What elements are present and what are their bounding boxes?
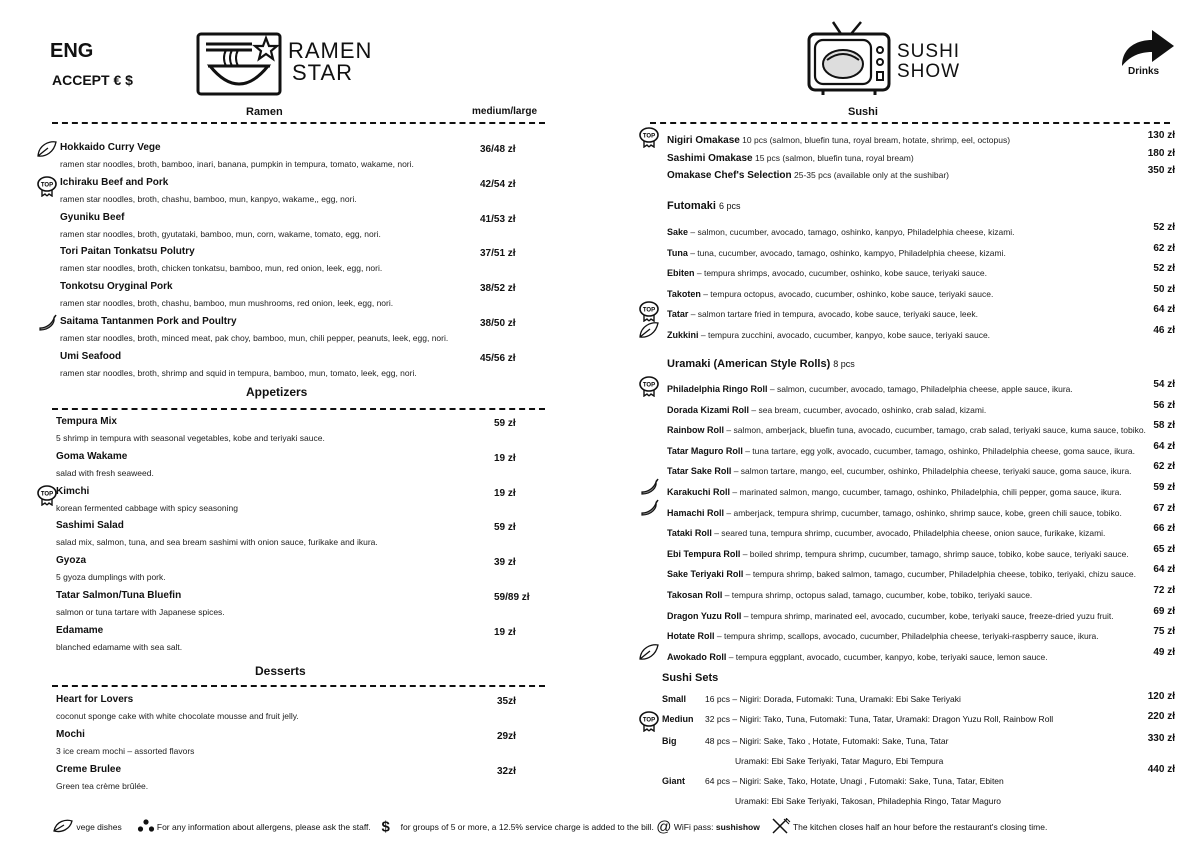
item-description: 10 pcs (salmon, bluefin tuna, royal bream, hotate, shrimp, eel, octopus)	[739, 135, 1011, 145]
menu-item	[667, 222, 1175, 236]
desserts-title: Desserts	[255, 664, 306, 678]
item-price: 52 zł	[1153, 222, 1175, 233]
sushi-brand-line1: SUSHI	[897, 41, 961, 62]
item-price: 67 zł	[1153, 502, 1175, 514]
menu-item	[56, 451, 540, 486]
item-price: 42/54 zł	[480, 178, 516, 190]
item-description: 15 pcs (salmon, bluefin tuna, royal bream)	[752, 152, 914, 163]
sushi-title: Sushi	[848, 106, 878, 118]
item-price: 59 zł	[494, 418, 516, 429]
item-price: 38/50 zł	[480, 318, 516, 329]
footer-wifi-label: WiFi pass:	[673, 822, 714, 832]
item-price: 65 zł	[1153, 543, 1175, 555]
top-badge-icon	[638, 300, 660, 322]
menu-item	[642, 130, 1175, 146]
item-price: 46 zł	[1153, 325, 1175, 336]
item-name: Ichiraku Beef and Pork	[60, 176, 169, 188]
menu-item	[667, 420, 1175, 434]
item-description: – tempura shrimp, octopus salad, tamago, cucumber, kobe, tobiko, teriyaki sauce.	[722, 590, 1033, 600]
item-description: salad mix, salmon, tuna, and sea bream sashimi with onion sauce, furikake and ikura.	[56, 537, 378, 548]
leaf-icon	[638, 643, 660, 665]
dollar-icon: $	[381, 818, 390, 836]
item-name: Gyoza	[56, 555, 87, 567]
item-description: ramen star noodles, broth, gyutataki, bamboo, mun, corn, wakame, tomato, egg, nori.	[60, 228, 381, 239]
item-price: 19 zł	[494, 452, 516, 464]
set-description-line2: Uramaki: Ebi Sake Teriyaki, Tatar Maguro, Ebi Tempura	[735, 756, 944, 766]
set-price: 330 zł	[1147, 733, 1175, 744]
item-price: 59/89 zł	[494, 592, 530, 603]
item-description: ramen star noodles, broth, bamboo, inari, banana, pumpkin in tempura, tomato, wakame, nori.	[60, 159, 414, 169]
ramen-title: Ramen	[246, 106, 283, 118]
menu-item	[667, 647, 1175, 661]
item-name: Rainbow Roll	[667, 425, 724, 436]
menu-item	[60, 142, 540, 177]
item-description: – tempura shrimp, scallops, avocado, cucumber, Philadelphia cheese, teriyaki-raspberry sauce, ikura.	[714, 631, 1099, 642]
item-name: Tatar Sake Roll	[667, 466, 732, 477]
item-price: 38/52 zł	[480, 283, 516, 295]
item-name: Tempura Mix	[56, 416, 117, 427]
menu-item	[40, 485, 540, 521]
item-name: Takosan Roll	[667, 590, 723, 600]
menu-item	[56, 590, 540, 625]
menu-item	[56, 625, 540, 660]
item-name: Umi Seafood	[60, 350, 122, 362]
menu-item	[667, 503, 1175, 517]
set-price: 120 zł	[1147, 691, 1175, 702]
menu-item	[60, 316, 540, 351]
uramaki-pcs: 8 pcs	[833, 359, 855, 369]
set-price: 220 zł	[1147, 711, 1175, 722]
item-price: 36/48 zł	[480, 144, 516, 155]
item-name: Kimchi	[56, 485, 90, 497]
menu-item	[642, 304, 1175, 320]
item-description: – tuna tartare, egg yolk, avocado, cucumber, tamago, oshinko, Philadelphia cheese, goma sauce, ikura.	[742, 445, 1136, 456]
menu-item	[667, 284, 1175, 298]
item-description: – sea bream, cucumber, avocado, oshinko, crab salad, kizami.	[749, 404, 987, 415]
top-badge-icon	[638, 710, 660, 732]
item-description: Green tea crème brûlée.	[56, 781, 149, 791]
item-price: 41/53 zł	[480, 213, 516, 225]
item-name: Takoten	[667, 288, 701, 299]
item-description: – tempura octopus, avocado, cucumber, oshinko, kobe sauce, teriyaki sauce.	[700, 288, 994, 299]
item-name: Hotate Roll	[667, 631, 715, 642]
item-name: Creme Brulee	[56, 764, 122, 775]
item-description: – tempura shrimp, marinated eel, avocado, cucumber, kobe, teriyaki sauce, freeze-dried yuzu fruit.	[741, 610, 1114, 621]
item-description: – salmon, cucumber, avocado, tamago, Philadelphia cheese, apple sauce, ikura.	[767, 384, 1073, 394]
set-description: 32 pcs – Nigiri: Tako, Tuna, Futomaki: Tuna, Tatar, Uramaki: Dragon Yuzu Roll, Rainbow Roll	[705, 714, 1054, 724]
item-description: – marinated salmon, mango, cucumber, tamago, oshinko, Philadelphia, chili pepper, goma sauce, ikura.	[730, 487, 1122, 497]
item-name: Nigiri Omakase	[667, 135, 740, 146]
futomaki-list	[642, 222, 1175, 346]
set-description: 64 pcs – Nigiri: Sake, Tako, Hotate, Unagi , Futomaki: Sake, Tuna, Tatar, Ebiten	[705, 776, 1004, 786]
item-description: – salmon, amberjack, bluefin tuna, avocado, cucumber, tamago, crab salad, teriyaki sauce, kuma sauce, tobiko.	[724, 425, 1146, 436]
item-price: 64 zł	[1153, 304, 1175, 316]
chili-icon	[36, 314, 58, 336]
chili-icon	[638, 499, 660, 521]
footer-wifi-pass: sushishow	[715, 822, 760, 832]
svg-text:TOP: TOP	[642, 133, 656, 140]
item-name: Philadelphia Ringo Roll	[667, 384, 768, 394]
ramen-bowl-icon	[196, 32, 282, 96]
menu-item	[56, 416, 540, 451]
item-name: Dragon Yuzu Roll	[667, 610, 742, 621]
item-price: 35zł	[497, 696, 516, 707]
uramaki-title: Uramaki (American Style Rolls) 8 pcs	[667, 358, 855, 370]
menu-item	[56, 764, 518, 799]
item-price: 62 zł	[1153, 461, 1175, 473]
item-description: – amberjack, tempura shrimp, cucumber, tamago, oshinko, shrimp sauce, kobe, green chili sauce, tobiko.	[724, 507, 1122, 518]
sushi-brand-line2: SHOW	[897, 61, 961, 82]
item-description: korean fermented cabbage with spicy seasoning	[56, 502, 238, 513]
item-price: 56 zł	[1153, 399, 1175, 411]
menu-item	[667, 544, 1175, 558]
item-name: Tataki Roll	[667, 528, 712, 539]
menu-item	[667, 441, 1175, 455]
menu-item	[56, 729, 518, 764]
desserts-divider	[52, 685, 545, 687]
menu-item	[40, 176, 540, 212]
item-name: Goma Wakame	[56, 450, 128, 462]
menu-item	[56, 520, 540, 555]
item-name: Ebiten	[667, 268, 695, 279]
set-price: 440 zł	[1147, 764, 1175, 775]
menu-item	[667, 325, 1175, 339]
item-description: 3 ice cream mochi – assorted flavors	[56, 746, 195, 756]
drinks-link[interactable]	[1116, 26, 1180, 82]
set-name: Mediun	[662, 714, 694, 724]
item-name: Saitama Tantanmen Pork and Poultry	[60, 316, 237, 327]
curved-arrow-right-icon	[1116, 26, 1178, 70]
item-price: 45/56 zł	[480, 352, 516, 364]
menu-item	[667, 564, 1175, 578]
item-name: Heart for Lovers	[56, 694, 134, 705]
item-name: Gyuniku Beef	[60, 211, 125, 223]
menu-item	[56, 694, 518, 729]
menu-item	[667, 148, 1175, 162]
item-name: Dorada Kizami Roll	[667, 404, 750, 415]
menu-item	[60, 281, 540, 316]
menu-item	[667, 585, 1175, 599]
ramen-size-header: medium/large	[472, 106, 538, 117]
item-description: – tempura shrimp, baked salmon, tamago, cucumber, Philadelphia cheese, tobiko, teriyaki, chizu sauce.	[743, 569, 1136, 580]
item-price: 58 zł	[1153, 420, 1175, 432]
item-price: 62 zł	[1153, 242, 1175, 254]
ramen-divider	[52, 122, 545, 124]
menu-item	[60, 351, 540, 386]
item-price: 29zł	[497, 731, 516, 742]
item-description: – boiled shrimp, tempura shrimp, cucumber, tamago, shrimp sauce, tobiko, kobe sauce, teriyaki sauce.	[740, 548, 1129, 559]
item-name: Ebi Tempura Roll	[667, 548, 741, 559]
svg-text:TOP: TOP	[40, 491, 54, 498]
item-name: Tonkotsu Oryginal Pork	[60, 281, 173, 293]
item-price: 72 zł	[1153, 585, 1175, 596]
footer-vege: vege dishes	[76, 822, 122, 832]
item-price: 59 zł	[494, 522, 516, 534]
item-price: 50 zł	[1153, 283, 1175, 295]
item-name: Omakase Chef's Selection	[667, 170, 792, 181]
item-description: salad with fresh seaweed.	[56, 467, 154, 478]
ramen-star-logo	[196, 32, 373, 96]
appetizers-divider	[52, 408, 545, 410]
menu-item	[642, 379, 1175, 394]
item-name: Sake Teriyaki Roll	[667, 569, 744, 580]
set-name: Big	[662, 736, 677, 746]
item-name: Tatar Salmon/Tuna Bluefin	[56, 590, 182, 601]
item-description: ramen star noodles, broth, minced meat, pak choy, bamboo, mun, chili pepper, peanuts, leek, egg, nori.	[60, 333, 449, 343]
item-price: 49 zł	[1153, 646, 1175, 658]
item-name: Sake	[667, 227, 689, 237]
menu-item	[667, 263, 1175, 277]
menu-item	[667, 606, 1175, 620]
item-description: – salmon tartare, mango, eel, cucumber, oshinko, Philadelphia cheese, teriyaki sauce, goma sauce, ikura.	[731, 466, 1132, 477]
sushi-sets-list	[642, 691, 1175, 814]
menu-item	[667, 243, 1175, 257]
item-price: 39 zł	[494, 557, 516, 569]
item-name: Hokkaido Curry Vege	[60, 142, 161, 153]
chili-icon	[638, 478, 660, 500]
sushi-show-logo	[805, 20, 961, 96]
ramen-list	[40, 142, 540, 382]
set-description-line2: Uramaki: Ebi Sake Teriyaki, Takosan, Philadephia Ringo, Tatar Maguro	[735, 796, 1002, 806]
desserts-list	[56, 694, 518, 804]
item-name: Sashimi Salad	[56, 520, 124, 532]
item-name: Tatar Maguro Roll	[667, 445, 743, 456]
item-price: 66 zł	[1153, 523, 1175, 535]
item-price: 19 zł	[494, 487, 516, 499]
ramen-brand-line2: STAR	[292, 60, 354, 85]
omakase-list	[642, 130, 1175, 182]
item-price: 32zł	[497, 766, 516, 777]
item-description: ramen star noodles, broth, shrimp and squid in tempura, bamboo, mun, tomato, leek, egg, nori.	[60, 367, 417, 378]
item-price: 69 zł	[1153, 605, 1175, 617]
item-description: – tempura eggplant, avocado, cucumber, kanpyo, kobe, teriyaki sauce, lemon sauce.	[726, 651, 1048, 662]
item-description: blanched edamame with sea salt.	[56, 641, 183, 652]
ramen-brand-line1: RAMEN	[288, 38, 373, 63]
item-description: – tempura shrimps, avocado, cucumber, oshinko, kobe sauce, teriyaki sauce.	[694, 268, 987, 279]
menu-item	[667, 461, 1175, 475]
item-description: 5 gyoza dumplings with pork.	[56, 572, 166, 583]
leaf-icon	[638, 321, 660, 343]
item-description: ramen star noodles, broth, chashu, bamboo, mun mushrooms, red onion, leek, egg, nori.	[60, 298, 394, 309]
footer	[52, 818, 1047, 836]
menu-item	[60, 212, 540, 247]
allergens-dots-icon	[137, 825, 155, 835]
item-name: Awokado Roll	[667, 651, 727, 662]
item-description: ramen star noodles, broth, chashu, bamboo, mun, kanpyo, wakame,, egg, nori.	[60, 193, 357, 204]
menu-item	[667, 482, 1175, 496]
item-name: Zukkini	[667, 330, 699, 340]
tv-sushi-icon	[805, 20, 893, 96]
footer-allergens: For any information about allergens, please ask the staff.	[156, 822, 371, 832]
item-description: – salmon tartare fried in tempura, avocado, kobe sauce, teriyaki sauce, leek.	[688, 309, 978, 320]
svg-text:TOP: TOP	[642, 307, 656, 314]
item-description: – tempura zucchini, avocado, cucumber, kanpyo, kobe sauce, teriyaki sauce.	[698, 330, 991, 340]
menu-item	[667, 626, 1175, 640]
wifi-at-icon: @	[656, 818, 672, 836]
top-badge-icon	[638, 375, 660, 397]
set-name: Small	[662, 694, 687, 704]
svg-text:TOP: TOP	[642, 382, 656, 389]
item-price: 350 zł	[1147, 165, 1175, 176]
menu-item	[60, 246, 540, 281]
item-description: – salmon, cucumber, avocado, tamago, oshinko, kanpyo, Philadelphia cheese, kizami.	[688, 227, 1015, 237]
item-price: 19 zł	[494, 626, 516, 638]
item-name: Hamachi Roll	[667, 507, 725, 518]
uramaki-list	[642, 379, 1175, 669]
item-description: ramen star noodles, broth, chicken tonkatsu, bamboo, mun, red onion, leek, egg, nori.	[60, 263, 383, 274]
language-label[interactable]: ENG	[50, 40, 94, 62]
top-badge-icon	[36, 484, 58, 506]
set-description: 16 pcs – Nigiri: Dorada, Futomaki: Tuna, Uramaki: Ebi Sake Teriyaki	[705, 694, 961, 704]
item-price: 75 zł	[1153, 626, 1175, 638]
menu-item	[667, 523, 1175, 537]
item-name: Edamame	[56, 624, 104, 636]
top-badge-icon	[36, 175, 58, 197]
menu-item	[56, 555, 540, 590]
item-name: Tatar	[667, 309, 689, 320]
item-description: – tuna, cucumber, avocado, tamago, oshinko, kampyo, Philadelphia cheese, kizami.	[687, 247, 1006, 258]
set-description: 48 pcs – Nigiri: Sake, Tako , Hotate, Futomaki: Sake, Tuna, Tatar	[705, 736, 949, 746]
item-price: 130 zł	[1147, 130, 1175, 141]
fork-knife-icon	[771, 826, 791, 836]
svg-text:TOP: TOP	[40, 182, 54, 189]
item-price: 64 zł	[1153, 440, 1175, 452]
leaf-icon	[52, 825, 74, 835]
sushi-sets-title: Sushi Sets	[662, 672, 719, 684]
drinks-label[interactable]: Drinks	[1128, 66, 1160, 77]
appetizers-list	[40, 416, 540, 661]
item-name: Tori Paitan Tonkatsu Polutry	[60, 246, 195, 258]
footer-service: for groups of 5 or more, a 12.5% service charge is added to the bill.	[400, 822, 654, 832]
item-name: Mochi	[56, 729, 85, 740]
item-price: 59 zł	[1153, 482, 1175, 493]
item-description: coconut sponge cake with white chocolate mousse and fruit jelly.	[56, 711, 299, 721]
item-price: 180 zł	[1147, 147, 1175, 159]
menu-item	[667, 165, 1175, 179]
footer-kitchen: The kitchen closes half an hour before the restaurant's closing time.	[792, 822, 1048, 832]
futomaki-pcs: 6 pcs	[718, 201, 741, 211]
accepted-currencies: ACCEPT € $	[52, 72, 133, 88]
item-price: 54 zł	[1153, 379, 1175, 390]
futomaki-title: Futomaki 6 pcs	[667, 200, 741, 212]
item-description: 25-35 pcs (available only at the sushibar)	[791, 170, 949, 180]
item-price: 37/51 zł	[480, 248, 516, 260]
item-price: 52 zł	[1153, 263, 1175, 275]
menu-item	[667, 400, 1175, 414]
svg-text:TOP: TOP	[642, 717, 656, 724]
item-description: 5 shrimp in tempura with seasonal vegetables, kobe and teriyaki sauce.	[56, 433, 325, 443]
item-description: – seared tuna, tempura shrimp, cucumber, avocado, Philadelphia cheese, onion sauce, furikake, kizami.	[711, 528, 1106, 539]
leaf-icon	[36, 140, 58, 162]
set-name: Giant	[662, 776, 686, 786]
top-badge-icon	[638, 126, 660, 148]
item-name: Tuna	[667, 247, 688, 258]
item-name: Sashimi Omakase	[667, 152, 753, 164]
item-price: 64 zł	[1153, 564, 1175, 576]
item-description: salmon or tuna tartare with Japanese spices.	[56, 607, 225, 617]
sushi-divider	[650, 122, 1170, 124]
item-name: Karakuchi Roll	[667, 487, 731, 497]
appetizers-title: Appetizers	[246, 385, 308, 399]
